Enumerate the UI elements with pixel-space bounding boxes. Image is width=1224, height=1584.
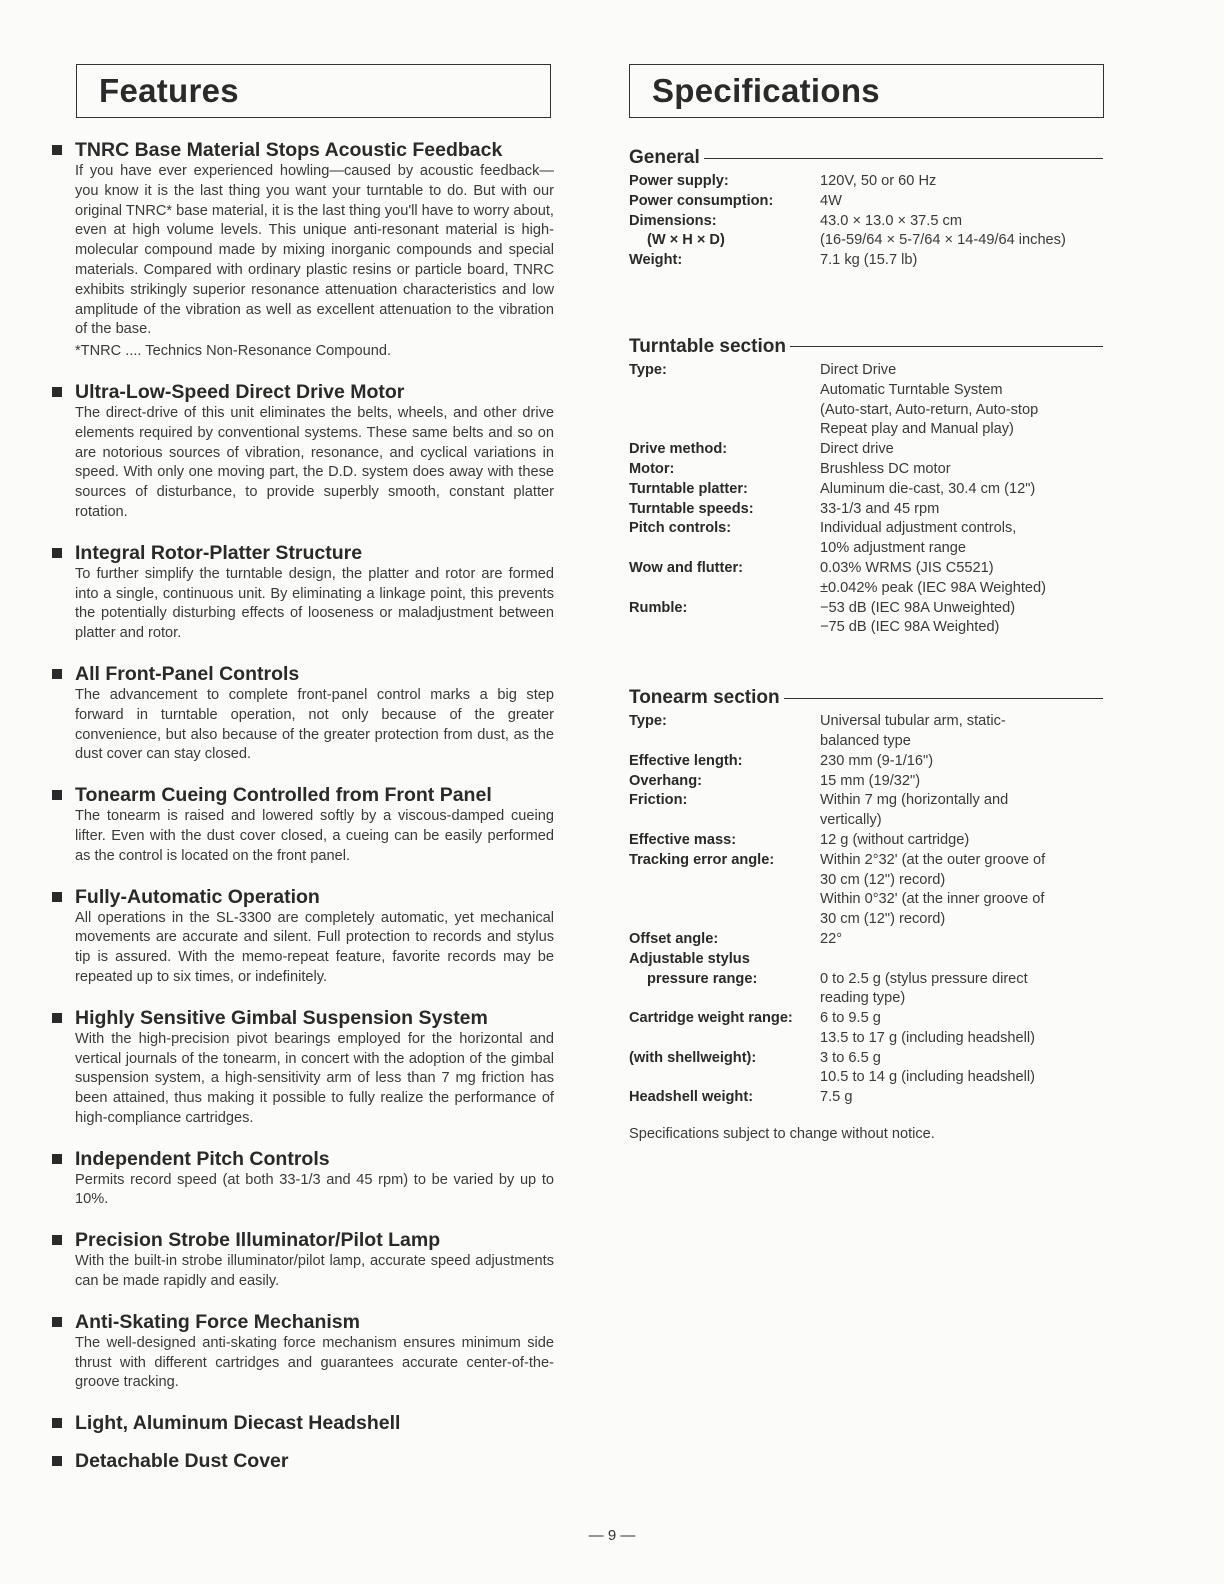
spec-row (629, 890, 1107, 910)
spec-row (629, 970, 1107, 990)
spec-label: Effective length: (629, 752, 743, 769)
feature-item (52, 885, 554, 988)
spec-rows (629, 712, 1107, 1108)
spec-row (629, 559, 1107, 579)
spec-label: Offset angle: (629, 930, 719, 947)
spec-row (629, 930, 1107, 950)
spec-row (629, 772, 1107, 792)
spec-value: 10.5 to 14 g (including headshell) (820, 1069, 1036, 1086)
spec-label: Power consumption: (629, 192, 774, 209)
spec-rows (629, 361, 1107, 638)
square-bullet-icon (52, 387, 62, 397)
feature-body (75, 565, 554, 644)
spec-row (629, 361, 1107, 381)
spec-label (629, 871, 820, 891)
spec-row (629, 811, 1107, 831)
spec-row (629, 460, 1107, 480)
feature-heading-text: Ultra-Low-Speed Direct Drive Motor (75, 380, 405, 403)
spec-label: Turntable speeds: (629, 500, 754, 517)
spec-value: 13.5 to 17 g (including headshell) (820, 1029, 1036, 1046)
spec-label: Type: (629, 713, 667, 730)
square-bullet-icon (52, 1418, 62, 1428)
spec-rows (629, 172, 1107, 271)
square-bullet-icon (52, 1235, 62, 1245)
spec-value: (Auto-start, Auto-return, Auto-stop (820, 401, 1039, 418)
feature-item (52, 662, 554, 765)
feature-item (52, 1228, 554, 1292)
feature-body (75, 1334, 554, 1393)
tonearm-heading: Tonearm section (629, 687, 780, 709)
spec-label (629, 1068, 820, 1088)
divider (704, 158, 1103, 159)
feature-text: With the high-precision pivot bearings employed for the horizontal and vertical journals of the tonearm, in concert with the adoption of the gimbal suspension system, a high-sensitivity arm of less than 7 mg friction has been attained, thus making it possible to fully realize the performance of high-compliance cartridges. (75, 1030, 554, 1126)
spec-row (629, 519, 1107, 539)
spec-row (629, 440, 1107, 460)
feature-heading-text: Light, Aluminum Diecast Headshell (75, 1412, 401, 1435)
feature-item (52, 1310, 554, 1393)
spec-row (629, 172, 1107, 192)
features-title: Features (76, 64, 551, 118)
feature-item (52, 783, 554, 866)
spec-label: Pitch controls: (629, 520, 732, 537)
spec-value: 4W (820, 192, 842, 209)
spec-row (629, 712, 1107, 732)
section-heading (629, 686, 1107, 710)
spec-value: ±0.042% peak (IEC 98A Weighted) (820, 579, 1046, 596)
feature-item (52, 1411, 554, 1435)
spec-value: 3 to 6.5 g (820, 1049, 881, 1066)
spec-label: Adjustable stylus (629, 950, 750, 967)
spec-label (629, 579, 820, 599)
spec-label: Motor: (629, 460, 675, 477)
spec-value: 10% adjustment range (820, 540, 967, 557)
feature-text: If you have ever experienced howling—caused by acoustic feedback—you know it is the last thing you want your turntable to do. But with our original TNRC* base material, it is the last thing you'll have to worry about, even at high volume levels. This unique anti-resonant material is high-molecular compound made by mixing inorganic compounds and special materials. Compared with ordinary plastic resins or particle board, TNRC exhibits strikingly superior resonance attenuation characteristics and low amplitude of the vibration as well as excellent attenuation to the vibration of the base. (75, 163, 554, 338)
spec-row (629, 1029, 1107, 1049)
spec-label (629, 732, 820, 752)
spec-row (629, 579, 1107, 599)
spec-label: Turntable platter: (629, 480, 748, 497)
spec-value: Direct drive (820, 441, 894, 458)
feature-body (75, 686, 554, 765)
spec-row (629, 401, 1107, 421)
spec-row (629, 251, 1107, 271)
features-list (52, 138, 554, 1473)
spec-value: 43.0 × 13.0 × 37.5 cm (820, 212, 962, 229)
spec-row (629, 989, 1107, 1009)
spec-row (629, 1088, 1107, 1108)
feature-heading (52, 783, 554, 807)
spec-label: Headshell weight: (629, 1089, 754, 1106)
spec-row (629, 420, 1107, 440)
spec-row (629, 500, 1107, 520)
spec-label (629, 618, 820, 638)
feature-heading (52, 541, 554, 565)
spec-value: 33-1/3 and 45 rpm (820, 500, 940, 517)
section-heading (629, 146, 1107, 170)
square-bullet-icon (52, 145, 62, 155)
spec-label: Type: (629, 361, 667, 378)
spec-row (629, 1068, 1107, 1088)
spec-tonearm-section (629, 686, 1107, 1108)
feature-heading (52, 380, 554, 404)
spec-value: Within 2°32' (at the outer groove of (820, 851, 1046, 868)
spec-value: Brushless DC motor (820, 460, 951, 477)
spec-value: reading type) (820, 990, 906, 1007)
spec-label (629, 1029, 820, 1049)
spec-value: Repeat play and Manual play) (820, 421, 1014, 438)
feature-item (52, 1147, 554, 1211)
feature-heading-text: Integral Rotor-Platter Structure (75, 541, 363, 564)
feature-text: Permits record speed (at both 33-1/3 and 45 rpm) to be varied by up to 10%. (75, 1171, 554, 1208)
spec-label (629, 401, 820, 421)
feature-body (75, 162, 554, 362)
spec-row (629, 871, 1107, 891)
spec-label: Drive method: (629, 441, 728, 458)
square-bullet-icon (52, 548, 62, 558)
feature-heading (52, 138, 554, 162)
spec-value: 15 mm (19/32") (820, 772, 921, 789)
feature-item (52, 1006, 554, 1129)
spec-row (629, 231, 1107, 251)
feature-heading (52, 1147, 554, 1171)
features-column (52, 64, 554, 1491)
feature-text: The tonearm is raised and lowered softly by a viscous-damped cueing lifter. Even with the dust cover closed, a cueing can be easily performed as the control is located on the front panel. (75, 808, 554, 864)
feature-text: The well-designed anti-skating force mechanism ensures minimum side thrust with different cartridges and guarantees accurate center-of-the-groove tracking. (75, 1334, 554, 1391)
spec-label: Dimensions: (629, 212, 717, 229)
feature-heading-text: Tonearm Cueing Controlled from Front Panel (75, 784, 492, 807)
spec-label: Effective mass: (629, 831, 737, 848)
spec-value: −75 dB (IEC 98A Weighted) (820, 619, 1000, 636)
spec-row (629, 212, 1107, 232)
section-heading (629, 335, 1107, 359)
spec-value: 30 cm (12") record) (820, 871, 946, 888)
feature-item (52, 541, 554, 644)
spec-value: Within 7 mg (horizontally and (820, 792, 1009, 809)
spec-row (629, 480, 1107, 500)
spec-value: 0 to 2.5 g (stylus pressure direct (820, 970, 1028, 987)
feature-body (75, 1252, 554, 1292)
spec-label (629, 420, 820, 440)
feature-text: All operations in the SL-3300 are completely automatic, yet mechanical movements are accurate and silent. Full protection to records and stylus tip is assured. With the memo-repeat feature, favorite records may be repeated up to six times, or indefinitely. (75, 909, 554, 985)
feature-heading-text: All Front-Panel Controls (75, 662, 300, 685)
spec-value: Individual adjustment controls, (820, 520, 1017, 537)
spec-value: Within 0°32' (at the inner groove of (820, 891, 1045, 908)
feature-heading (52, 1411, 554, 1435)
spec-turntable-section (629, 335, 1107, 638)
spec-label: Weight: (629, 252, 683, 269)
spec-value: 0.03% WRMS (JIS C5521) (820, 559, 994, 576)
spec-value: Automatic Turntable System (820, 381, 1003, 398)
spec-row (629, 381, 1107, 401)
feature-heading (52, 1006, 554, 1030)
spec-row (629, 539, 1107, 559)
spec-value: 7.1 kg (15.7 lb) (820, 252, 918, 269)
feature-text: The advancement to complete front-panel control marks a big step forward in turntable operation, not only because of the greater convenience, but also because of the greater protection from dust, as the dust cover can stay closed. (75, 686, 554, 763)
feature-body (75, 909, 554, 988)
divider (790, 346, 1103, 347)
spec-value: Aluminum die-cast, 30.4 cm (12") (820, 480, 1036, 497)
feature-heading-text: Anti-Skating Force Mechanism (75, 1310, 360, 1333)
spec-label (629, 989, 820, 1009)
spec-label: Wow and flutter: (629, 559, 744, 576)
specifications-notice: Specifications subject to change without notice. (629, 1126, 935, 1143)
divider (784, 698, 1103, 699)
spec-row (629, 791, 1107, 811)
feature-footnote: *TNRC .... Technics Non-Resonance Compound. (75, 343, 392, 360)
spec-label (629, 811, 820, 831)
spec-label: Friction: (629, 792, 688, 809)
spec-value: Universal tubular arm, static- (820, 713, 1006, 730)
spec-label: Overhang: (629, 772, 702, 789)
spec-value: 30 cm (12") record) (820, 911, 946, 928)
feature-heading-text: TNRC Base Material Stops Acoustic Feedback (75, 139, 503, 161)
feature-body (75, 1171, 554, 1211)
spec-row (629, 192, 1107, 212)
spec-label: Rumble: (629, 599, 688, 616)
spec-row (629, 752, 1107, 772)
spec-row (629, 732, 1107, 752)
feature-heading (52, 1228, 554, 1252)
spec-value: vertically) (820, 812, 882, 829)
feature-heading (52, 662, 554, 686)
spec-row (629, 851, 1107, 871)
feature-heading (52, 885, 554, 909)
spec-value: 120V, 50 or 60 Hz (820, 173, 937, 189)
spec-label: Tracking error angle: (629, 851, 775, 868)
turntable-heading: Turntable section (629, 335, 786, 357)
spec-value: 22° (820, 930, 843, 947)
feature-body (75, 1030, 554, 1129)
spec-label: (W × H × D) (647, 232, 725, 249)
square-bullet-icon (52, 1317, 62, 1327)
square-bullet-icon (52, 790, 62, 800)
square-bullet-icon (52, 669, 62, 679)
spec-row (629, 1009, 1107, 1029)
feature-body (75, 807, 554, 866)
feature-text: To further simplify the turntable design, the platter and rotor are formed into a single, continuous unit. By eliminating a linkage point, this prevents the potentially disturbing effects of looseness or maladjustment between platter and rotor. (75, 565, 554, 642)
feature-item (52, 1449, 554, 1473)
spec-value: Direct Drive (820, 361, 897, 378)
spec-row (629, 618, 1107, 638)
feature-item (52, 380, 554, 523)
spec-label (629, 539, 820, 559)
spec-label (629, 890, 820, 910)
square-bullet-icon (52, 892, 62, 902)
spec-value: 12 g (without cartridge) (820, 831, 970, 848)
spec-label: (with shellweight): (629, 1049, 757, 1066)
feature-heading-text: Independent Pitch Controls (75, 1147, 330, 1170)
feature-item (52, 138, 554, 362)
spec-row (629, 599, 1107, 619)
spec-value: (16-59/64 × 5-7/64 × 14-49/64 inches) (820, 232, 1066, 249)
feature-heading (52, 1310, 554, 1334)
feature-heading (52, 1449, 554, 1473)
feature-text: The direct-drive of this unit eliminates the belts, wheels, and other drive elements required by conventional systems. These same belts and so on are notorious sources of vibration, resonance, and cyclical variations in speed. With only one moving part, the D.D. system does away with these sources of disturbance, to provide superbly smooth, constant platter rotation. (75, 404, 554, 520)
spec-label (629, 381, 820, 401)
spec-row (629, 910, 1107, 930)
spec-row (629, 1049, 1107, 1069)
feature-heading-text: Highly Sensitive Gimbal Suspension System (75, 1006, 488, 1029)
feature-heading-text: Detachable Dust Cover (75, 1450, 289, 1473)
specifications-column (629, 64, 1107, 1142)
spec-value: 7.5 g (820, 1089, 853, 1106)
spec-row (629, 831, 1107, 851)
spec-label: pressure range: (647, 970, 758, 987)
general-heading: General (629, 147, 700, 168)
spec-row (629, 950, 1107, 970)
feature-heading-text: Precision Strobe Illuminator/Pilot Lamp (75, 1229, 441, 1252)
square-bullet-icon (52, 1456, 62, 1466)
spec-value: 230 mm (9-1/16") (820, 752, 934, 769)
feature-text: With the built-in strobe illuminator/pilot lamp, accurate speed adjustments can be made rapidly and easily. (75, 1253, 554, 1290)
square-bullet-icon (52, 1154, 62, 1164)
spec-label: Power supply: (629, 173, 729, 189)
square-bullet-icon (52, 1013, 62, 1023)
spec-value: balanced type (820, 732, 911, 749)
spec-label: Cartridge weight range: (629, 1010, 793, 1027)
page-number: — 9 — (588, 1527, 636, 1544)
spec-label (629, 910, 820, 930)
specifications-title: Specifications (629, 64, 1104, 118)
feature-body (75, 404, 554, 523)
spec-value: −53 dB (IEC 98A Unweighted) (820, 599, 1016, 616)
spec-general-section (629, 146, 1107, 271)
feature-heading-text: Fully-Automatic Operation (75, 885, 320, 908)
spec-value: 6 to 9.5 g (820, 1010, 881, 1027)
